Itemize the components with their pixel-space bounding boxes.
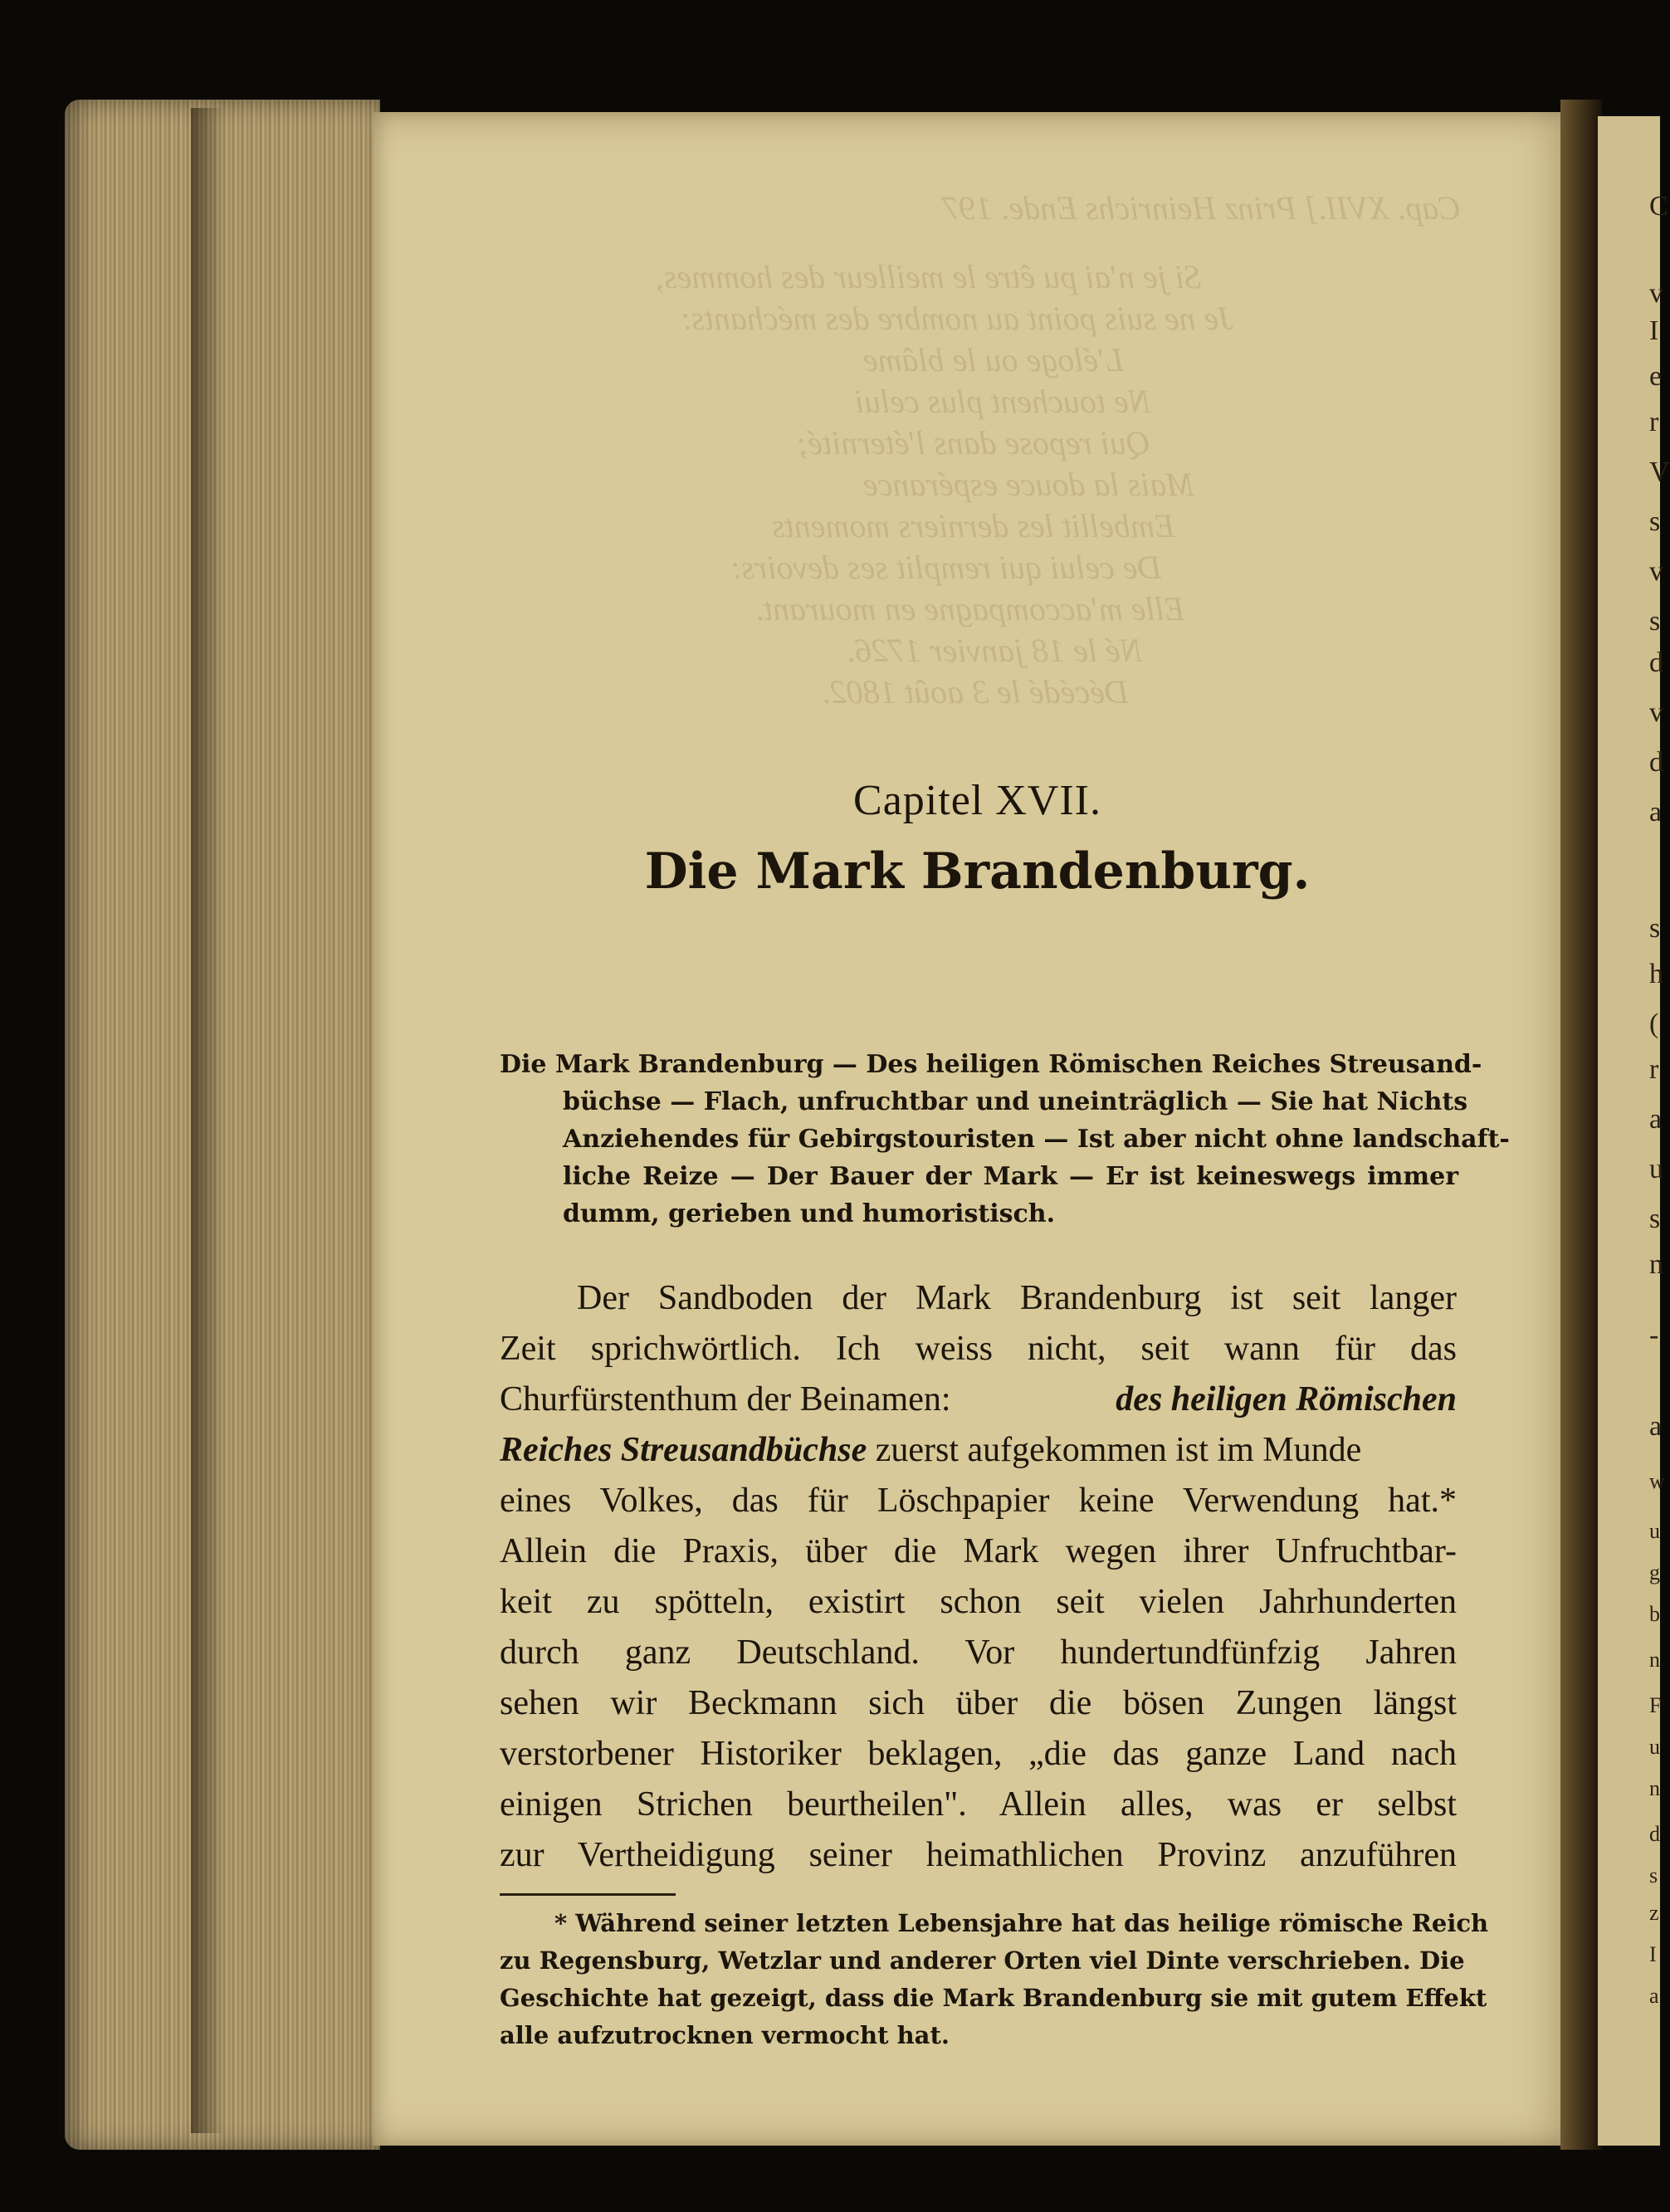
facing-page-letter: ( bbox=[1649, 1008, 1659, 1039]
bleed-line: Décédé le 3 août 1802. bbox=[822, 673, 1129, 710]
facing-page-letter: a bbox=[1649, 1104, 1663, 1135]
facing-page-edge bbox=[1598, 116, 1670, 2146]
body-line: Allein die Praxis, über die Mark wegen ihrer Unfruchtbar- bbox=[500, 1532, 1457, 1570]
facing-page-letter: g bbox=[1649, 1560, 1660, 1585]
body-line: durch ganz Deutschland. Vor hundertundfünfzig Jahren bbox=[500, 1633, 1457, 1672]
body-line: sehen wir Beckmann sich über die bösen Zungen längst bbox=[500, 1684, 1457, 1722]
facing-page-letter: e bbox=[1649, 361, 1663, 392]
facing-page-letter: a bbox=[1649, 1984, 1659, 2008]
facing-page-letter: z bbox=[1649, 1901, 1659, 1925]
bleed-line: Elle m'accompagne en mourant. bbox=[755, 590, 1185, 627]
facing-page-letter: s bbox=[1649, 1204, 1661, 1234]
facing-page-letter: - bbox=[1649, 1320, 1659, 1350]
body-line: Zeit sprichwörtlich. Ich weiss nicht, seit wann für das bbox=[500, 1330, 1457, 1368]
summary-line: dumm, gerieben und humoristisch. bbox=[563, 1199, 1056, 1228]
bleed-header: Cap. XVII.] Prinz Heinrichs Ende. 197 bbox=[942, 189, 1461, 227]
facing-page-letter: u bbox=[1649, 1154, 1663, 1184]
bleed-line: Qui repose dans l'éternité; bbox=[797, 424, 1150, 461]
edge-shadow bbox=[191, 108, 224, 2133]
facing-page-letter: h bbox=[1649, 959, 1663, 989]
book-page bbox=[374, 112, 1581, 2146]
facing-page-letter: s bbox=[1649, 913, 1661, 944]
footnote-rule bbox=[500, 1893, 676, 1896]
summary-line: Die Mark Brandenburg — Des heiligen Römischen Reiches Streusand- bbox=[500, 1050, 1482, 1079]
facing-page-letter: n bbox=[1649, 1648, 1660, 1672]
body-fragment: zuerst aufgekommen ist im Munde bbox=[867, 1431, 1362, 1469]
facing-page-letter: a bbox=[1649, 1411, 1663, 1442]
facing-page-letter: s bbox=[1649, 1863, 1658, 1887]
body-fragment: Churfürstenthum der Beinamen: bbox=[500, 1380, 951, 1419]
facing-page-letter: F bbox=[1649, 1693, 1662, 1717]
body-line: verstorbener Historiker beklagen, „die das ganze Land nach bbox=[500, 1735, 1457, 1773]
bleed-line: Je ne suis point au nombre des méchants: bbox=[681, 300, 1234, 337]
facing-page-letter: I bbox=[1649, 1942, 1657, 1966]
summary-line: Anziehendes für Gebirgstouristen — Ist aber nicht ohne landschaft- bbox=[563, 1125, 1510, 1154]
summary-line: büchse — Flach, unfruchtbar und uneinträglich — Sie hat Nichts bbox=[563, 1087, 1468, 1116]
facing-page-letter: C bbox=[1649, 191, 1668, 222]
footnote-line: zu Regensburg, Wetzlar und anderer Orten viel Dinte verschrieben. Die bbox=[500, 1946, 1465, 1975]
footnote-line: Geschichte hat gezeigt, dass die Mark Brandenburg sie mit gutem Effekt bbox=[500, 1984, 1487, 2012]
facing-page-letter: s bbox=[1649, 506, 1661, 537]
footnote-line: * Während seiner letzten Lebensjahre hat das heilige römische Reich bbox=[554, 1909, 1489, 1937]
facing-page-letter: V bbox=[1649, 457, 1670, 487]
facing-page-letter: u bbox=[1649, 1735, 1660, 1759]
facing-page-letter: a bbox=[1649, 797, 1663, 828]
facing-page-letter: d bbox=[1649, 647, 1663, 678]
body-line bbox=[500, 1379, 1457, 1419]
facing-page-letter: d bbox=[1649, 1822, 1660, 1846]
summary-line: liche Reize — Der Bauer der Mark — Er ist keineswegs immer bbox=[563, 1162, 1458, 1191]
facing-page-letter: v bbox=[1649, 556, 1663, 587]
facing-page-letter: n bbox=[1649, 1776, 1660, 1800]
facing-page-letter: I bbox=[1649, 315, 1659, 346]
facing-page-letter: v bbox=[1649, 697, 1663, 728]
bleed-line: Embellit les derniers moments bbox=[772, 507, 1175, 544]
bleed-line: Si je n'ai pu être le meilleur des hommes, bbox=[656, 258, 1201, 295]
chapter-title: Die Mark Brandenburg. bbox=[644, 842, 1311, 901]
bleed-line: Mais la douce espérance bbox=[863, 466, 1194, 503]
facing-page-letter: v bbox=[1649, 278, 1663, 309]
body-line: keit zu spötteln, existirt schon seit vielen Jahrhunderten bbox=[500, 1583, 1457, 1621]
facing-page-letter: d bbox=[1649, 747, 1663, 778]
bleed-line: De celui qui remplit ses devoirs: bbox=[730, 549, 1162, 586]
facing-page-letter: u bbox=[1649, 1519, 1660, 1543]
bleed-line: L'éloge ou le blâme bbox=[863, 341, 1125, 378]
body-line bbox=[500, 1430, 1457, 1470]
footnote-line: alle aufzutrocknen vermocht hat. bbox=[500, 2021, 950, 2049]
body-line: eines Volkes, das für Löschpapier keine Verwendung hat.* bbox=[500, 1482, 1457, 1520]
facing-page-letter: w bbox=[1649, 1469, 1665, 1493]
facing-page-letter: r bbox=[1649, 407, 1659, 437]
bleed-line: Né le 18 janvier 1726. bbox=[847, 632, 1143, 669]
body-line: Der Sandboden der Mark Brandenburg ist seit langer bbox=[577, 1279, 1457, 1317]
facing-page-letter: s bbox=[1649, 606, 1661, 637]
facing-page-letter: b bbox=[1649, 1602, 1660, 1626]
facing-page-letter: r bbox=[1649, 1054, 1659, 1085]
italic-phrase: des heiligen Römischen bbox=[1116, 1380, 1457, 1419]
body-line: einigen Strichen beurtheilen". Allein alles, was er selbst bbox=[500, 1785, 1457, 1824]
chapter-number: Capitel XVII. bbox=[853, 777, 1101, 824]
facing-page-letter: n bbox=[1649, 1249, 1663, 1280]
italic-phrase: Reiches Streusandbüchse bbox=[500, 1431, 867, 1469]
body-line: zur Vertheidigung seiner heimathlichen Provinz anzuführen bbox=[500, 1836, 1457, 1874]
bleed-line: Ne touchent plus celui bbox=[855, 383, 1151, 420]
book-gutter bbox=[1560, 100, 1602, 2150]
